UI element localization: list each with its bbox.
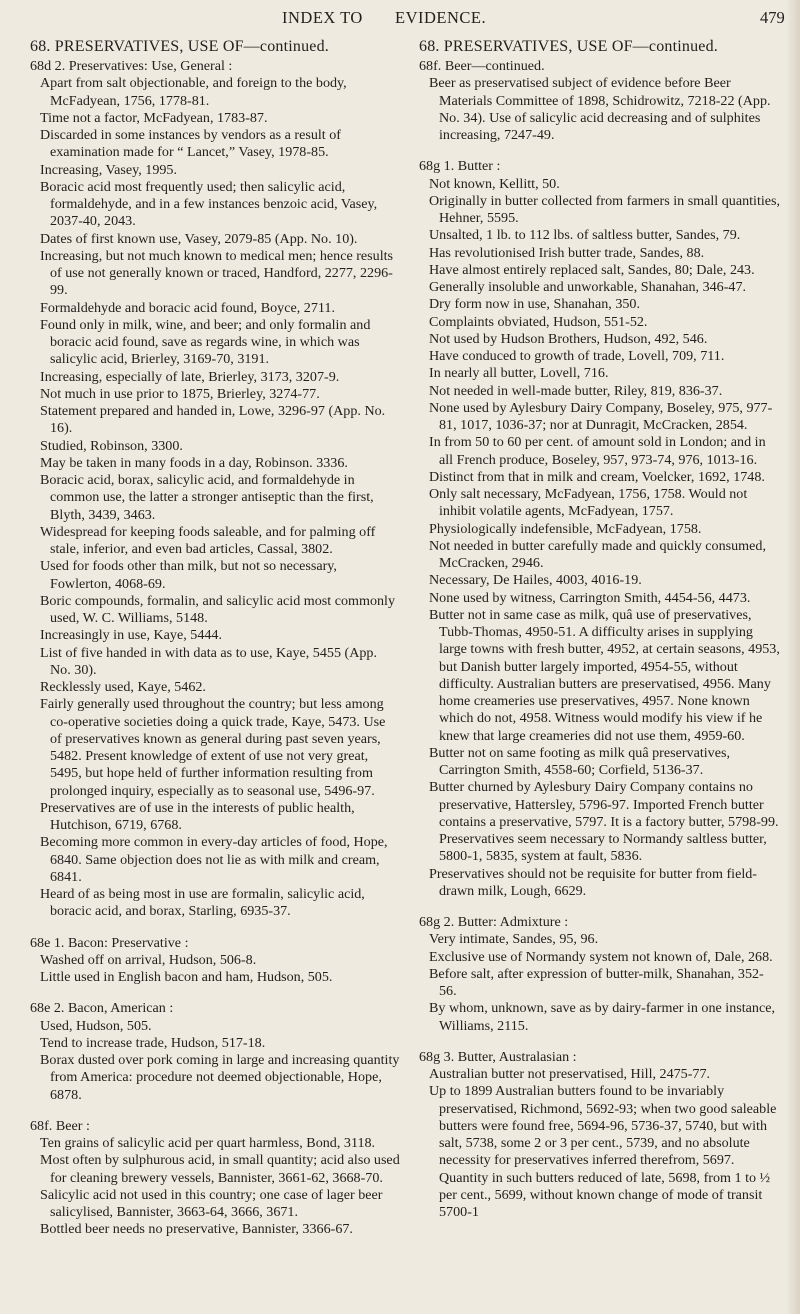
page-edge-shadow [786,0,800,1314]
entry-line: List of five handed in with data as to use, Kaye, 5455 (App. No. 30). [40,644,377,678]
index-entry [419,914,781,1035]
entry-line: Studied, Robinson, 3300. [40,437,183,454]
section-heading: 68. PRESERVATIVES, USE OF—continued. [419,38,718,55]
entry-line: Widespread for keeping foods saleable, and for palming off stale, inferior, and even bad articles, Cassal, 3802. [40,523,376,557]
entry-line: Up to 1899 Australian butters found to be invariably preservatised, Richmond, 5692-93; when two good saleable butters were found free, 5694-96, 5736-37, 5740, but with salt, 5738, some 2 or 3 per cent., 5739, and no absolute necessity for preservatives inferred therefrom, 5697. Quantity in such butters reduced of late, 5698, from 1 to ½ per cent., 5699, without known change of mode of transit 5700-1 [429,1083,777,1220]
index-entry [30,1000,400,1104]
entry-line: Unsalted, 1 lb. to 112 lbs. of saltless butter, Sandes, 79. [429,227,741,244]
entry-heading: 68g 3. Butter, Australasian : [419,1048,577,1065]
entry-line: Most often by sulphurous acid, in small quantity; acid also used for cleaning brewery vessels, Bannister, 3661-62, 3668-70. [40,1152,400,1186]
entry-line: Borax dusted over pork coming in large and increasing quantity from America: procedure not deemed objectionable, Hope, 6878. [40,1052,400,1103]
entry-line: Increasing, but not much known to medical men; hence results of use not generally known or traced, Handford, 2277, 2296-99. [40,247,394,299]
entry-line: Have conduced to growth of trade, Lovell, 709, 711. [429,348,725,364]
entry-line: Used, Hudson, 505. [40,1017,152,1034]
entry-line: Butter not in same case as milk, quâ use of preservatives, Tubb-Thomas, 4950-51. A difficulty arises in supplying large towns with fresh butter, 4952, at certain seasons, 4953, but Danish butter largely imported, 4954-55, without difficulty. Australian butters are preservatised, 4956. Many home creameries use preservatives, 4957. None known which do not, 4958. Witness would modify his view if he knew that large creameries did not use them, 4959-60. [429,606,780,744]
entry-line: Increasing, Vasey, 1995. [40,161,177,178]
entry-line: In from 50 to 60 per cent. of amount sold in London; and in all French produce, Boseley, 957, 973-74, 976, 1013-16. [429,434,766,468]
entry-heading: 68e 2. Bacon, American : [30,1000,174,1017]
index-entry [30,935,400,987]
entry-line: Boric compounds, formalin, and salicylic acid most commonly used, W. C. Williams, 5148. [40,592,396,626]
section-heading: 68. PRESERVATIVES, USE OF—continued. [30,38,329,55]
entry-line: Exclusive use of Normandy system not known of, Dale, 268. [429,948,773,965]
entry-line: Preservatives should not be requisite for butter from field-drawn milk, Lough, 6629. [429,865,757,899]
entry-heading: 68g 2. Butter: Admixture : [419,914,569,930]
entry-line: Increasingly in use, Kaye, 5444. [40,627,222,644]
entry-line: Statement prepared and handed in, Lowe, 3296-97 (App. No. 16). [40,403,386,437]
entry-line: Used for foods other than milk, but not so necessary, Fowlerton, 4068-69. [40,558,337,592]
entry-heading: 68g 1. Butter : [419,158,501,175]
entry-line: Before salt, after expression of butter-milk, Shanahan, 352-56. [429,965,764,999]
entry-line: Originally in butter collected from farmers in small quantities, Hehner, 5595. [429,192,781,226]
index-entry [30,58,400,921]
entry-line: Not needed in butter carefully made and quickly consumed, McCracken, 2946. [429,537,766,571]
entry-line: Apart from salt objectionable, and foreign to the body, McFadyean, 1756, 1778-81. [40,75,347,109]
entry-line: Butter churned by Aylesbury Dairy Company contains no preservative, Hattersley, 5796-97. Imported French butter contains a preservative, 5797. It is a factory butter, 5798-99. Preservatives seem necessary to Normandy saltless butter, 5800-1, 5835, system at fault, 5836. [429,779,779,865]
entry-line: In nearly all butter, Lovell, 716. [429,365,609,382]
entry-line: Tend to increase trade, Hudson, 517-18. [40,1034,266,1051]
running-head [0,8,800,34]
left-column [30,38,400,1239]
entry-line: Generally insoluble and unworkable, Shanahan, 346-47. [429,279,747,295]
entry-line: Boracic acid most frequently used; then salicylic acid, formaldehyde, and in a few instances benzoic acid, Vasey, 2037-40, 2043. [40,178,378,230]
entry-line: Necessary, De Hailes, 4003, 4016-19. [429,572,642,589]
index-entry [419,1049,781,1222]
entry-line: Only salt necessary, McFadyean, 1756, 1758. Would not inhibit volatile agents, McFadyean, 1757. [429,486,748,520]
entry-line: Dry form now in use, Shanahan, 350. [429,296,640,313]
entry-heading: 68e 1. Bacon: Preservative : [30,934,189,951]
entry-line: Heard of as being most in use are formalin, salicylic acid, boracic acid, and borax, Starling, 6935-37. [40,886,365,920]
entry-line: Time not a factor, McFadyean, 1783-87. [40,109,268,126]
running-head-right: EVIDENCE. [395,8,487,27]
entry-line: Becoming more common in every-day articles of food, Hope, 6840. Same objection does not lie as with milk and cream, 6841. [40,834,388,885]
entry-heading: 68d 2. Preservatives: Use, General : [30,58,233,74]
entry-line: Washed off on arrival, Hudson, 506-8. [40,951,257,968]
entry-line: Salicylic acid not used in this country; one case of lager beer salicylised, Bannister, 3663-64, 3666, 3671. [40,1186,383,1220]
entry-line: Very intimate, Sandes, 95, 96. [429,931,599,948]
index-entry [419,58,781,144]
index-entry [419,158,781,900]
entry-line: Bottled beer needs no preservative, Bannister, 3366-67. [40,1221,353,1238]
entry-line: Beer as preservatised subject of evidence before Beer Materials Committee of 1898, Schidrowitz, 7218-22 (App. No. 34). Use of salicylic acid decreasing and of sulphites increasing, 7247-49. [429,75,771,143]
entry-line: Recklessly used, Kaye, 5462. [40,679,206,695]
entry-line: Physiologically indefensible, McFadyean, 1758. [429,520,702,537]
entry-heading: 68f. Beer : [30,1117,90,1134]
entry-line: Has revolutionised Irish butter trade, Sandes, 88. [429,244,705,261]
entry-line: Fairly generally used throughout the country; but less among co-operative societies doing a quick trade, Kaye, 5473. Use of preservatives known as general during past seven years, 5482. Present knowledge of extent of use not very great, 5495, but hope held of further information resulting from prolonged inquiry, especially as to seasonal use, 5496-97. [40,696,386,799]
entry-line: Not known, Kellitt, 50. [429,175,560,192]
entry-line: Butter not on same footing as milk quâ preservatives, Carrington Smith, 4558-60; Corfield, 5136-37. [429,744,730,778]
page-number: 479 [760,8,785,27]
entry-line: Complaints obviated, Hudson, 551-52. [429,313,648,330]
entry-line: Have almost entirely replaced salt, Sandes, 80; Dale, 243. [429,261,755,278]
entry-line: None used by witness, Carrington Smith, 4454-56, 4473. [429,589,751,606]
entry-line: Boracic acid, borax, salicylic acid, and formaldehyde in common use, the latter a stronger antiseptic than the first, Blyth, 3439, 3463. [40,472,374,523]
entry-line: Ten grains of salicylic acid per quart harmless, Bond, 3118. [40,1135,376,1151]
index-entry [30,1118,400,1239]
entry-line: Little used in English bacon and ham, Hudson, 505. [40,969,333,985]
entry-line: None used by Aylesbury Dairy Company, Boseley, 975, 977-81, 1017, 1036-37; nor at Dunragit, McCracken, 2854. [429,399,773,433]
entry-line: Preservatives are of use in the interests of public health, Hutchison, 6719, 6768. [40,799,355,833]
entry-line: Not much in use prior to 1875, Brierley, 3274-77. [40,385,320,402]
entry-line: By whom, unknown, save as by dairy-farmer in one instance, Williams, 2115. [429,1000,775,1034]
entry-line: Discarded in some instances by vendors as a result of examination made for “ Lancet,” Vasey, 1978-85. [40,127,341,161]
entry-line: Found only in milk, wine, and beer; and only formalin and boracic acid found, save as regards wine, in which was salicylic acid, Brierley, 3169-70, 3191. [40,316,371,368]
running-head-left: INDEX TO [282,8,363,27]
entry-line: May be taken in many foods in a day, Robinson. 3336. [40,454,348,471]
entry-heading: 68f. Beer—continued. [419,58,545,74]
right-column [419,38,781,1221]
entry-line: Formaldehyde and boracic acid found, Boyce, 2711. [40,299,335,316]
entry-line: Dates of first known use, Vasey, 2079-85 (App. No. 10). [40,230,358,247]
entry-line: Australian butter not preservatised, Hill, 2475-77. [429,1066,711,1082]
entry-line: Not used by Hudson Brothers, Hudson, 492, 546. [429,330,708,347]
entry-line: Not needed in well-made butter, Riley, 819, 836-37. [429,382,723,399]
entry-line: Increasing, especially of late, Brierley, 3173, 3207-9. [40,368,340,385]
entry-line: Distinct from that in milk and cream, Voelcker, 1692, 1748. [429,468,765,485]
